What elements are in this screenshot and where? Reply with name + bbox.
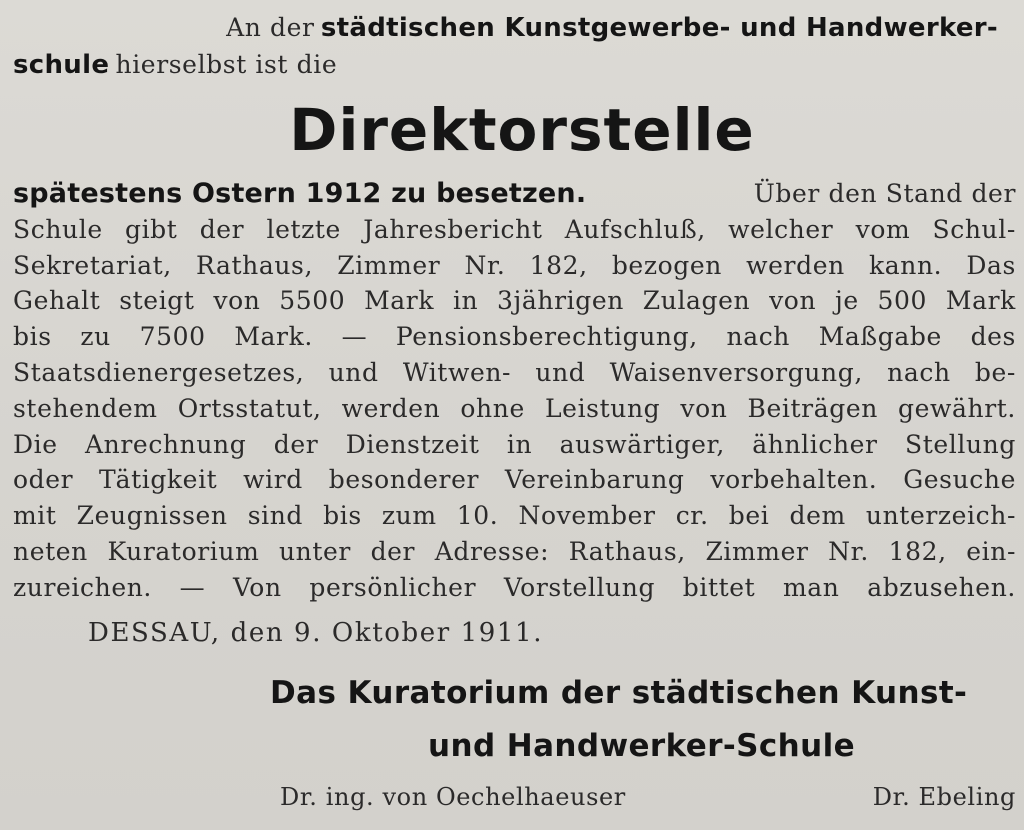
body-word: stehendem	[13, 393, 158, 423]
body-word: letzte	[266, 214, 341, 244]
body-word: werden	[341, 393, 441, 423]
body-word: Von	[232, 572, 282, 602]
body-word: 7500	[139, 322, 206, 352]
body-word: Kuratorium	[107, 536, 260, 566]
signature-line-1: Das Kuratorium der städtischen Kunst-	[270, 675, 968, 711]
school-name-bold: städtischen Kunstgewerbe- und Handwerker-	[320, 13, 998, 43]
body-word: vom	[855, 214, 911, 244]
body-word: unter	[278, 536, 351, 566]
body-line	[13, 570, 1016, 606]
body-word: abzusehen.	[867, 572, 1016, 602]
body-word: sind	[247, 501, 304, 531]
body-word: Schule	[13, 214, 103, 244]
body-word: von	[769, 286, 817, 316]
body-word: bis	[323, 501, 362, 531]
body-word: 5500	[279, 286, 346, 316]
body-word: —	[179, 572, 206, 602]
body-word: be-	[974, 357, 1016, 387]
body-word: Schul-	[932, 214, 1016, 244]
body-word: Tätigkeit	[99, 465, 218, 495]
body-word: kann.	[868, 250, 943, 280]
body-word: 182,	[888, 536, 947, 566]
body-word: persönlicher	[309, 572, 477, 602]
body-word: 3jährigen	[497, 286, 624, 316]
body-word: Leistung	[544, 393, 661, 423]
body-word: neten	[13, 536, 88, 566]
body-word: unterzeich-	[865, 501, 1016, 531]
intro-line-1	[13, 10, 1013, 47]
body-word: Rathaus,	[568, 536, 686, 566]
body-word: cr.	[675, 501, 709, 531]
body-word: Zimmer	[705, 536, 809, 566]
signatory-names	[280, 783, 1016, 811]
body-word: zureichen.	[13, 572, 152, 602]
body-word: Das	[966, 250, 1016, 280]
body-word: je	[834, 286, 859, 316]
body-word: der	[273, 429, 319, 459]
body-word: man	[782, 572, 840, 602]
body-word: Maßgabe	[818, 322, 942, 352]
body-word: steigt	[119, 286, 195, 316]
body-line	[13, 427, 1016, 463]
body-word: Mark.	[234, 322, 313, 352]
body-word: der	[370, 536, 416, 566]
signature-line-2: und Handwerker-Schule	[428, 728, 856, 764]
body-word: Mark	[945, 286, 1016, 316]
body-word: Ortsstatut,	[177, 393, 322, 423]
body-word: Sekretariat,	[13, 250, 172, 280]
body-word: zu	[80, 322, 111, 352]
body-word: ein-	[966, 536, 1016, 566]
body-word: Jahresbericht	[363, 214, 543, 244]
intro-lead-text: An der	[226, 13, 315, 42]
body-word: Adresse:	[434, 536, 550, 566]
body-word: bis	[13, 322, 52, 352]
body-word: der	[199, 214, 245, 244]
body-word: bezogen	[611, 250, 722, 280]
body-word: Mark	[364, 286, 435, 316]
body-word: gibt	[124, 214, 178, 244]
body-word: vorbehalten.	[710, 465, 878, 495]
body-word: Zimmer	[337, 250, 441, 280]
body-word: Witwen-	[402, 357, 512, 387]
body-line	[13, 319, 1016, 355]
intro-paragraph	[13, 10, 1013, 84]
body-word: Vereinbarung	[504, 465, 685, 495]
body-word: mit	[13, 501, 57, 531]
body-word: oder	[13, 465, 74, 495]
body-word: Die	[13, 429, 58, 459]
body-line	[13, 462, 1016, 498]
body-word: 500	[877, 286, 928, 316]
body-word: ähnlicher	[752, 429, 878, 459]
body-line	[13, 283, 1016, 319]
body-word: Gehalt	[13, 286, 101, 316]
body-word: Nr.	[828, 536, 869, 566]
body-word: Rathaus,	[196, 250, 314, 280]
body-word: 10.	[456, 501, 499, 531]
body-word: des	[970, 322, 1016, 352]
body-word: von	[680, 393, 728, 423]
body-word: werden	[746, 250, 845, 280]
body-word: bittet	[682, 572, 756, 602]
body-word: Stellung	[905, 429, 1016, 459]
body-word: Dienstzeit	[345, 429, 480, 459]
body-word: nach	[726, 322, 791, 352]
body-word: Vorstellung	[503, 572, 656, 602]
body-line	[13, 391, 1016, 427]
body-line	[13, 534, 1016, 570]
body-word: zum	[381, 501, 437, 531]
body-word: Staatsdienergesetzes,	[13, 357, 305, 387]
body-line	[13, 248, 1016, 284]
body-word: gewährt.	[898, 393, 1016, 423]
body-word: Zulagen	[642, 286, 751, 316]
body-word: dem	[789, 501, 846, 531]
body-line-rest: Über den Stand der	[753, 179, 1016, 208]
intro-rest-text: hierselbst ist die	[115, 50, 338, 79]
body-line	[13, 176, 1016, 212]
body-paragraph	[13, 176, 1016, 606]
body-word: und	[535, 357, 586, 387]
body-word: in	[506, 429, 533, 459]
body-bold-phrase: spätestens Ostern 1912 zu besetzen.	[13, 178, 587, 209]
body-word: —	[341, 322, 368, 352]
body-word: von	[213, 286, 261, 316]
headline-title: Direktorstelle	[289, 96, 755, 164]
body-word: nach	[887, 357, 951, 387]
body-word: Beiträgen	[747, 393, 878, 423]
body-word: 182,	[529, 250, 588, 280]
body-line	[13, 498, 1016, 534]
body-word: Gesuche	[903, 465, 1016, 495]
body-word: wird	[243, 465, 303, 495]
signatory-left: Dr. ing. von Oechelhaeuser	[280, 783, 626, 811]
body-word: bei	[728, 501, 770, 531]
body-word: welcher	[728, 214, 834, 244]
body-word: Waisenversorgung,	[609, 357, 863, 387]
body-word: Nr.	[464, 250, 506, 280]
body-word: und	[328, 357, 379, 387]
body-word: Zeugnissen	[76, 501, 228, 531]
body-word: Anrechnung	[85, 429, 247, 459]
intro-line-2	[13, 47, 1013, 84]
signatory-right: Dr. Ebeling	[872, 783, 1016, 811]
body-word: in	[452, 286, 479, 316]
school-name-bold-end: schule	[13, 50, 110, 80]
body-word: ohne	[460, 393, 525, 423]
body-line	[13, 355, 1016, 391]
body-word: Aufschluß,	[564, 214, 706, 244]
body-line	[13, 212, 1016, 248]
body-word: besonderer	[328, 465, 480, 495]
body-word: November	[518, 501, 656, 531]
body-word: auswärtiger,	[559, 429, 725, 459]
dateline: DESSAU, den 9. Oktober 1911.	[88, 618, 544, 648]
body-word: Pensionsberechtigung,	[395, 322, 698, 352]
